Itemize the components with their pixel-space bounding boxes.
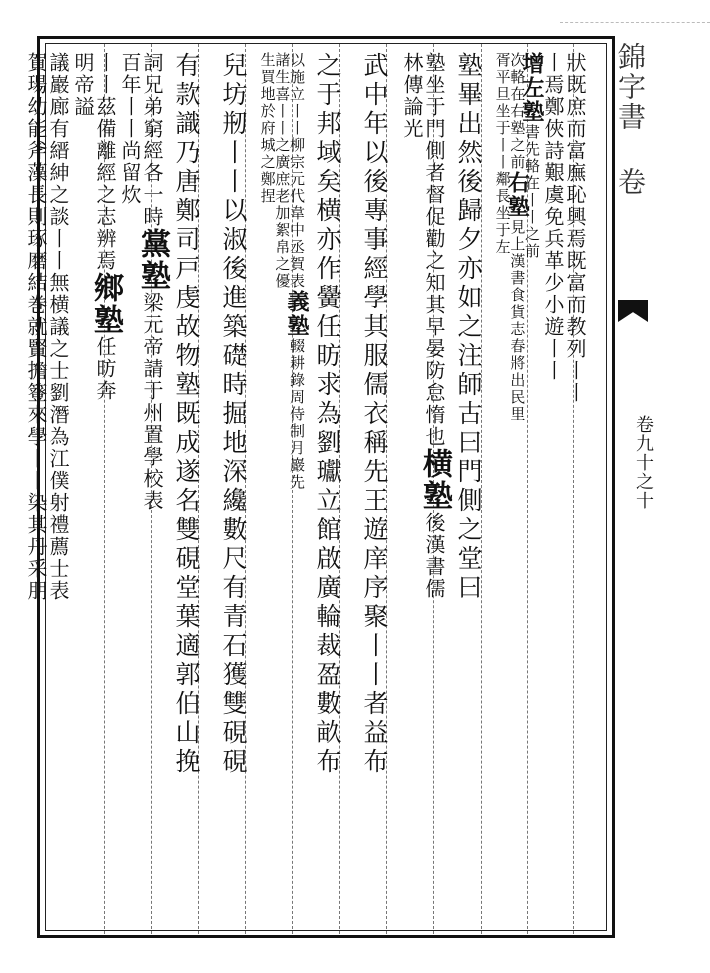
text-column: [401, 52, 423, 140]
text-column: [283, 52, 310, 491]
margin-title: 錦字書 卷: [614, 42, 647, 197]
text-segment: 百年丨丨尚留炊: [118, 52, 142, 206]
entry-heading: 增左塾: [518, 52, 545, 124]
entry-heading: 鄉塾: [88, 272, 123, 336]
text-segment: 見上漢書食貨志春將出民里: [508, 219, 527, 423]
text-column: [307, 52, 347, 777]
entry-heading: 黨塾: [135, 228, 170, 292]
text-column: [275, 52, 290, 290]
text-column: [72, 52, 94, 118]
margin-volume-label: 卷九十之十: [633, 415, 654, 510]
text-column: [518, 52, 545, 260]
text-column: [47, 52, 69, 602]
text-column: [88, 52, 123, 402]
text-segment: 以施立丨丨柳宗元代韋中丞賀表: [287, 52, 306, 290]
text-segment: 諸生喜丨丨之廣庶老加絮帛之優: [273, 52, 292, 290]
text-column: [542, 52, 564, 382]
top-band: [560, 22, 710, 37]
text-column: [260, 52, 275, 205]
text-segment: 生買地於府城之鄭捏: [258, 52, 277, 205]
text-segment: 賀瑒幼能斧藻長則琢磨結巻就賢擔簦來學丨丨染其丹采朋: [24, 52, 48, 602]
text-column: [417, 52, 452, 600]
text-column: [166, 52, 206, 777]
text-segment: 丨丨茲備離經之志辨焉: [93, 52, 117, 272]
entry-heading: 右塾: [504, 171, 531, 219]
text-segment: 詞兄弟窮經各一時: [140, 52, 164, 228]
text-segment: 後漢書儒: [422, 512, 446, 600]
text-column: [504, 52, 531, 423]
text-column: [25, 52, 47, 602]
text-column: [495, 52, 510, 256]
fish-tail-mark: [618, 300, 648, 322]
text-segment: 有款識乃唐鄭司戸虔故物塾既成遂名雙硯堂葉適郭伯山挽: [172, 52, 201, 777]
text-segment: 塾坐于門側者督促勸之知其早晏防怠惰也: [422, 52, 446, 448]
text-column: [564, 52, 586, 404]
text-segment: 之于邦域矣横亦作黌任昉求為劉瓛立館啟廣輪裁盈數畝布: [313, 52, 342, 777]
text-segment: 明帝謚: [71, 52, 95, 118]
text-segment: 塾畢出然後歸夕亦如之注師古曰門側之堂曰: [454, 52, 483, 603]
entry-heading: 義塾: [283, 290, 310, 338]
text-segment: 胥平旦坐于丨丨鄰長坐于左: [493, 52, 512, 256]
text-segment: 丨焉鄭俠詩艱虞免兵革少小遊丨丨: [541, 52, 565, 382]
text-segment: 武中年以後專事經學其服儒衣稱先王遊庠序聚丨丨者益布: [360, 52, 389, 777]
text-column: [448, 52, 488, 603]
text-segment: 梁元帝請于州置學校表: [140, 292, 164, 512]
text-segment: 林傳論光: [400, 52, 424, 140]
text-segment: 狀既庶而富廡恥興焉既富而教列丨丨: [563, 52, 587, 404]
entry-heading: 横塾: [417, 448, 452, 512]
text-column: [135, 52, 170, 512]
text-segment: 輟耕錄周侍制月巖先: [287, 338, 306, 491]
text-segment: 兒坊剏丨丨以淑後進築礎時掘地深纔數尺有青石獲雙硯硯: [219, 52, 248, 777]
text-segment: 議巖廊有縉紳之談丨丨無横議之士劉潛為江僕射禮薦士表: [46, 52, 70, 602]
text-column: [354, 52, 394, 777]
text-column: [213, 52, 253, 777]
text-segment: 次輅在右塾之前: [508, 52, 527, 171]
text-segment: 任昉奔: [93, 336, 117, 402]
text-segment: 書先輅在丨丨之前: [522, 124, 541, 260]
text-column: [119, 52, 141, 206]
